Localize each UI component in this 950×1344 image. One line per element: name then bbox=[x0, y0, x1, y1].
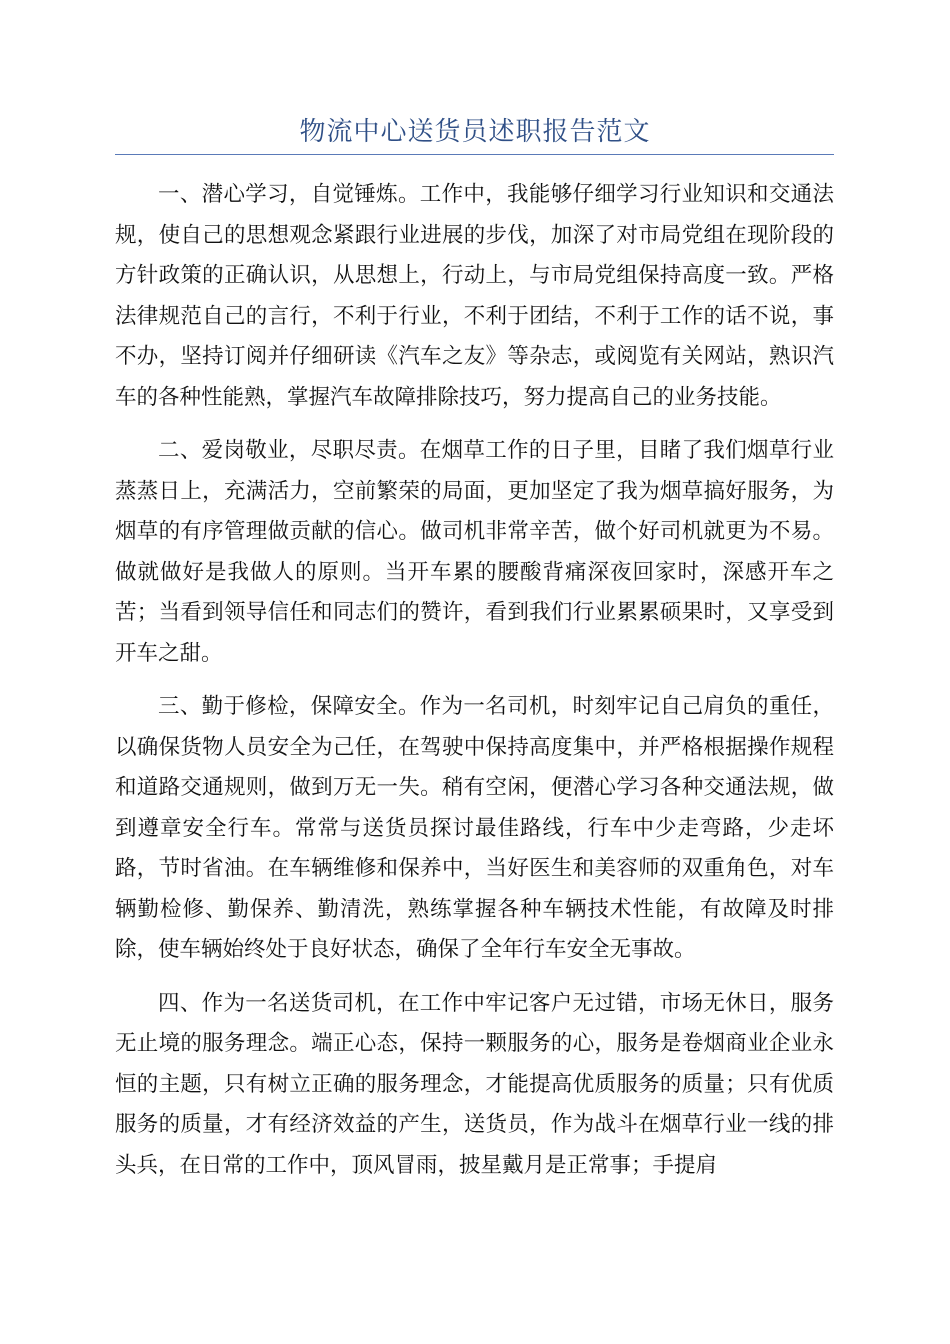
paragraph-1: 一、潜心学习，自觉锤炼。工作中，我能够仔细学习行业知识和交通法规，使自己的思想观念紧跟行业进展的步伐，加深了对市局党组在现阶段的方针政策的正确认识，从思想上，行动上，与市局党组保持高度一致。严格法律规范自己的言行，不利于行业，不利于团结，不利于工作的话不说，事不办，坚持订阅并仔细研读《汽车之友》等杂志，或阅览有关网站，熟识汽车的各种性能熟，掌握汽车故障排除技巧，努力提高自己的业务技能。 bbox=[115, 182, 834, 410]
document-title: 物流中心送货员述职报告范文 bbox=[299, 117, 651, 147]
paragraph-3: 三、勤于修检，保障安全。作为一名司机，时刻牢记自己肩负的重任，以确保货物人员安全为己任，在驾驶中保持高度集中，并严格根据操作规程和道路交通规则，做到万无一失。稍有空闲，便潜心学习各种交通法规，做到遵章安全行车。常常与送货员探讨最佳路线，行车中少走弯路，少走坏路，节时省油。在车辆维修和保养中，当好医生和美容师的双重角色，对车辆勤检修、勤保养、勤清洗，熟练掌握各种车辆技术性能，有故障及时排除，使车辆始终处于良好状态，确保了全年行车安全无事故。 bbox=[115, 694, 834, 962]
title-underline bbox=[115, 154, 834, 155]
document-body bbox=[115, 175, 834, 1199]
paragraph-2: 二、爱岗敬业，尽职尽责。在烟草工作的日子里，目睹了我们烟草行业蒸蒸日上，充满活力，空前繁荣的局面，更加坚定了我为烟草搞好服务，为烟草的有序管理做贡献的信心。做司机非常辛苦，做个好司机就更为不易。做就做好是我做人的原则。当开车累的腰酸背痛深夜回家时，深感开车之苦；当看到领导信任和同志们的赞许，看到我们行业累累硕果时，又享受到开车之甜。 bbox=[115, 438, 834, 666]
paragraph-4: 四、作为一名送货司机，在工作中牢记客户无过错，市场无休日，服务无止境的服务理念。端正心态，保持一颗服务的心，服务是卷烟商业企业永恒的主题，只有树立正确的服务理念，才能提高优质服务的质量；只有优质服务的质量，才有经济效益的产生，送货员，作为战斗在烟草行业一线的排头兵，在日常的工作中，顶风冒雨，披星戴月是正常事；手提肩 bbox=[115, 990, 834, 1178]
